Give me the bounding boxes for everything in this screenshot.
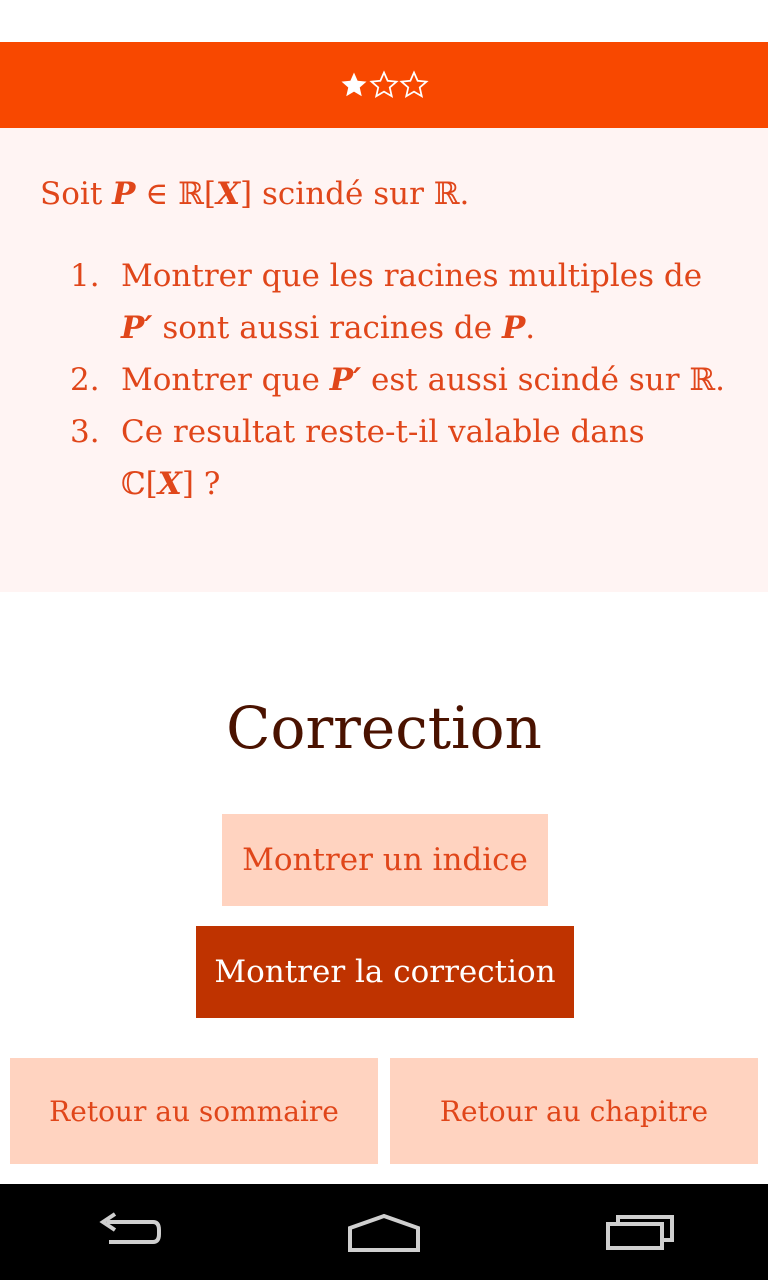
question-list (40, 250, 728, 510)
recent-apps-icon (604, 1212, 676, 1252)
back-to-summary-button[interactable]: Retour au sommaire (10, 1058, 378, 1164)
correction-title: Correction (226, 694, 542, 762)
back-to-chapter-button[interactable]: Retour au chapitre (390, 1058, 758, 1164)
show-correction-button[interactable]: Montrer la correction (196, 926, 574, 1018)
math-close: ] (240, 176, 253, 212)
star-filled-icon (339, 70, 369, 100)
question-text: Montrer que les racines multiples de P′ sont aussi racines de P. (121, 258, 703, 346)
back-arrow-icon (93, 1212, 163, 1252)
question-item (40, 250, 728, 354)
home-icon (346, 1212, 422, 1252)
question-number: 3. (70, 414, 100, 450)
recent-apps-button[interactable] (580, 1202, 700, 1262)
question-text: Ce resultat reste-t-il valable dans ℂ[X] ? (121, 414, 645, 502)
question-item (40, 354, 728, 406)
back-button[interactable] (68, 1202, 188, 1262)
question-item (40, 406, 728, 510)
exercise-intro (40, 174, 728, 214)
question-number: 1. (70, 258, 100, 294)
home-button[interactable] (324, 1202, 444, 1262)
status-bar-area (0, 0, 768, 42)
show-hint-button[interactable]: Montrer un indice (222, 814, 548, 906)
difficulty-header (0, 42, 768, 128)
star-empty-icon (369, 70, 399, 100)
star-empty-icon (399, 70, 429, 100)
intro-rest: scindé sur ℝ. (262, 176, 470, 212)
difficulty-rating (339, 70, 429, 100)
question-number: 2. (70, 362, 100, 398)
math-var-x: X (215, 176, 241, 212)
intro-word: Soit (40, 176, 103, 212)
math-var-p: P (112, 176, 136, 212)
exercise-statement (0, 128, 768, 592)
system-navigation-bar (0, 1184, 768, 1280)
question-text: Montrer que P′ est aussi scindé sur ℝ. (121, 362, 725, 398)
math-member: ∈ ℝ[ (145, 176, 216, 212)
